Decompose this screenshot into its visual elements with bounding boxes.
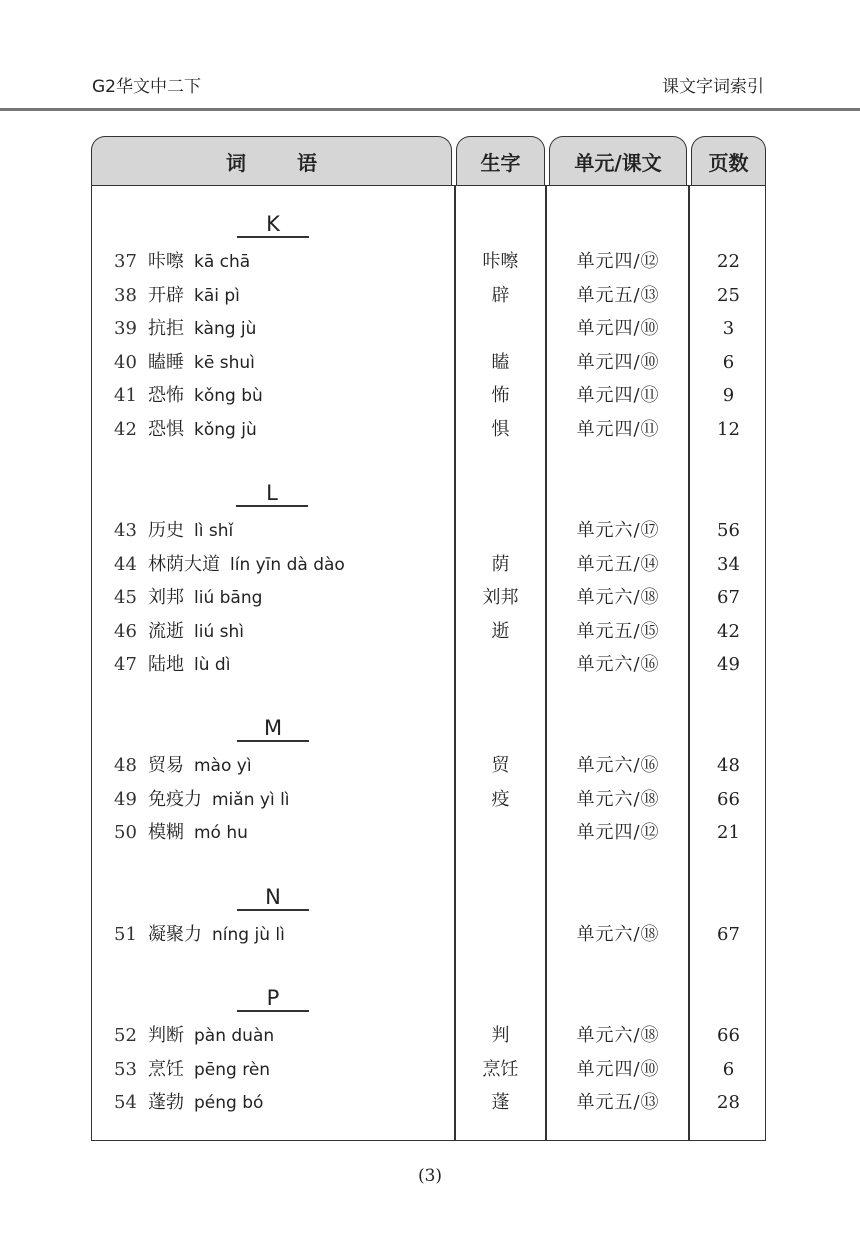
unit-lesson: 单元四/⑫ <box>576 822 660 843</box>
unit-lesson: 单元六/⑱ <box>576 788 660 810</box>
unit-lesson: 单元六/⑱ <box>576 587 660 608</box>
entry-word <box>148 281 240 311</box>
entry-word <box>148 751 252 781</box>
column-header-characters: 生字 <box>456 136 545 186</box>
unit-lesson: 单元四/⑪ <box>576 385 660 406</box>
unit-lesson: 单元六/⑯ <box>576 654 660 675</box>
entry-word <box>148 247 250 277</box>
new-characters: 怖 <box>491 385 510 406</box>
page-ref: 42 <box>717 620 740 642</box>
table-row <box>0 550 860 580</box>
entry-word <box>148 1021 274 1051</box>
section-letter-heading: M <box>237 716 309 742</box>
new-characters: 贸 <box>491 755 510 776</box>
word-pinyin: liú bāng <box>194 588 263 608</box>
entry-number: 37 <box>114 251 137 272</box>
word-pinyin: kǒng jù <box>194 419 257 440</box>
entry-number: 50 <box>114 822 137 843</box>
entry-number: 40 <box>114 351 137 373</box>
new-characters: 判 <box>491 1025 510 1046</box>
entry-word <box>148 415 257 445</box>
entry-number: 39 <box>114 318 137 339</box>
word-hanzi: 瞌睡 <box>148 351 184 373</box>
entry-number: 49 <box>114 788 137 810</box>
page-ref: 6 <box>722 351 735 373</box>
word-pinyin: kā chā <box>194 252 251 272</box>
word-pinyin: lín yīn dà dào <box>230 554 345 575</box>
table-row <box>0 617 860 647</box>
word-pinyin: kǒng bù <box>194 386 263 406</box>
table-row <box>0 818 860 848</box>
entry-number: 46 <box>114 620 137 642</box>
word-pinyin: pàn duàn <box>194 1026 275 1046</box>
entry-number: 41 <box>114 385 137 406</box>
entry-number: 52 <box>114 1025 137 1046</box>
unit-lesson: 单元四/⑩ <box>576 318 660 339</box>
word-hanzi: 免疫力 <box>148 788 202 810</box>
word-pinyin: liú shì <box>194 621 244 642</box>
word-hanzi: 蓬勃 <box>148 1092 184 1113</box>
word-hanzi: 恐惧 <box>148 418 184 440</box>
running-head-right: 课文字词索引 <box>662 77 764 97</box>
unit-lesson: 单元四/⑫ <box>576 251 660 272</box>
table-row <box>0 1021 860 1051</box>
entry-number: 45 <box>114 587 137 608</box>
word-pinyin: pēng rèn <box>194 1059 271 1080</box>
new-characters: 咔嚓 <box>482 251 519 272</box>
table-row <box>0 381 860 411</box>
column-header-page: 页数 <box>691 136 766 186</box>
column-header-word: 词 语 <box>91 136 452 186</box>
table-row <box>0 1088 860 1118</box>
entry-number: 42 <box>114 418 137 440</box>
entry-word <box>148 348 255 378</box>
entry-word <box>148 381 263 411</box>
table-row <box>0 785 860 815</box>
entry-word <box>148 314 256 344</box>
page-ref: 3 <box>722 318 735 339</box>
word-hanzi: 开辟 <box>148 284 184 306</box>
entry-word <box>148 1055 270 1085</box>
new-characters: 烹饪 <box>482 1058 519 1080</box>
entry-word <box>148 617 244 647</box>
page-ref: 25 <box>717 284 740 306</box>
section-letter-heading: P <box>237 986 309 1012</box>
unit-lesson: 单元五/⑮ <box>576 620 660 642</box>
page-ref: 67 <box>717 924 740 945</box>
word-hanzi: 凝聚力 <box>148 924 202 945</box>
entry-word <box>148 650 230 680</box>
new-characters: 疫 <box>491 788 510 810</box>
table-row <box>0 314 860 344</box>
table-row <box>0 516 860 546</box>
table-row <box>0 650 860 680</box>
unit-lesson: 单元五/⑭ <box>576 553 660 575</box>
word-hanzi: 抗拒 <box>148 318 184 339</box>
section-letter-heading: N <box>237 885 309 911</box>
entry-number: 38 <box>114 284 137 306</box>
word-pinyin: níng jù lì <box>212 925 285 945</box>
page-ref: 67 <box>717 587 740 608</box>
page-ref: 12 <box>717 418 740 440</box>
table-row <box>0 583 860 613</box>
new-characters: 瞌 <box>491 351 510 373</box>
unit-lesson: 单元六/⑰ <box>576 520 660 541</box>
word-hanzi: 流逝 <box>148 620 184 642</box>
unit-lesson: 单元六/⑱ <box>576 1025 660 1046</box>
word-hanzi: 贸易 <box>148 755 184 776</box>
word-pinyin: kē shuì <box>194 352 255 373</box>
table-row <box>0 751 860 781</box>
unit-lesson: 单元四/⑩ <box>576 351 660 373</box>
word-hanzi: 判断 <box>148 1025 184 1046</box>
unit-lesson: 单元四/⑪ <box>576 418 660 440</box>
entry-number: 53 <box>114 1058 137 1080</box>
page-ref: 22 <box>717 251 740 272</box>
unit-lesson: 单元五/⑬ <box>576 284 660 306</box>
entry-number: 54 <box>114 1092 137 1113</box>
word-pinyin: mó hu <box>194 823 248 843</box>
word-pinyin: mào yì <box>194 756 252 776</box>
entry-word <box>148 920 285 950</box>
entry-number: 51 <box>114 924 137 945</box>
page-ref: 66 <box>717 1025 740 1046</box>
table-row <box>0 920 860 950</box>
word-hanzi: 烹饪 <box>148 1058 184 1080</box>
table-row <box>0 247 860 277</box>
new-characters: 蓬 <box>491 1092 510 1113</box>
entry-number: 48 <box>114 755 137 776</box>
entry-number: 44 <box>114 553 137 575</box>
unit-lesson: 单元四/⑩ <box>576 1058 660 1080</box>
word-pinyin: péng bó <box>194 1093 264 1113</box>
entry-word <box>148 785 290 815</box>
page-ref: 48 <box>717 755 740 776</box>
entry-word <box>148 1088 263 1118</box>
page-ref: 21 <box>717 822 740 843</box>
new-characters: 辟 <box>491 284 510 306</box>
word-pinyin: lù dì <box>194 655 231 675</box>
page-ref: 56 <box>717 520 740 541</box>
word-pinyin: miǎn yì lì <box>212 789 290 810</box>
table-row <box>0 281 860 311</box>
word-hanzi: 模糊 <box>148 822 184 843</box>
table-row <box>0 415 860 445</box>
unit-lesson: 单元六/⑱ <box>576 924 660 945</box>
page-number: (3) <box>417 1166 443 1186</box>
entry-number: 43 <box>114 520 137 541</box>
word-hanzi: 陆地 <box>148 654 184 675</box>
new-characters: 荫 <box>491 553 510 575</box>
page-ref: 34 <box>717 553 740 575</box>
new-characters: 逝 <box>491 620 510 642</box>
word-hanzi: 历史 <box>148 520 184 541</box>
word-hanzi: 刘邦 <box>148 587 184 608</box>
table-row <box>0 1055 860 1085</box>
section-letter-heading: K <box>237 212 309 238</box>
entry-word <box>148 516 233 546</box>
table-row <box>0 348 860 378</box>
word-pinyin: kàng jù <box>194 319 257 339</box>
word-hanzi: 咔嚓 <box>148 251 184 272</box>
page-ref: 66 <box>717 788 740 810</box>
running-head-left: G2华文中二下 <box>92 77 201 97</box>
column-header-unit-lesson: 单元/课文 <box>549 136 687 186</box>
word-hanzi: 恐怖 <box>148 385 184 406</box>
section-letter-heading: L <box>236 481 308 507</box>
page-ref: 28 <box>717 1092 740 1113</box>
word-pinyin: lì shǐ <box>194 521 234 541</box>
unit-lesson: 单元六/⑯ <box>576 755 660 776</box>
page-ref: 6 <box>722 1058 735 1080</box>
page-ref: 49 <box>717 654 740 675</box>
entry-word <box>148 583 262 613</box>
word-hanzi: 林荫大道 <box>148 553 220 575</box>
unit-lesson: 单元五/⑬ <box>576 1092 660 1113</box>
page-ref: 9 <box>722 385 735 406</box>
entry-number: 47 <box>114 654 137 675</box>
word-pinyin: kāi pì <box>194 285 240 306</box>
new-characters: 惧 <box>491 418 510 440</box>
new-characters: 刘邦 <box>482 587 519 608</box>
entry-word <box>148 818 248 848</box>
header-rule <box>0 108 860 111</box>
entry-word <box>148 550 345 580</box>
